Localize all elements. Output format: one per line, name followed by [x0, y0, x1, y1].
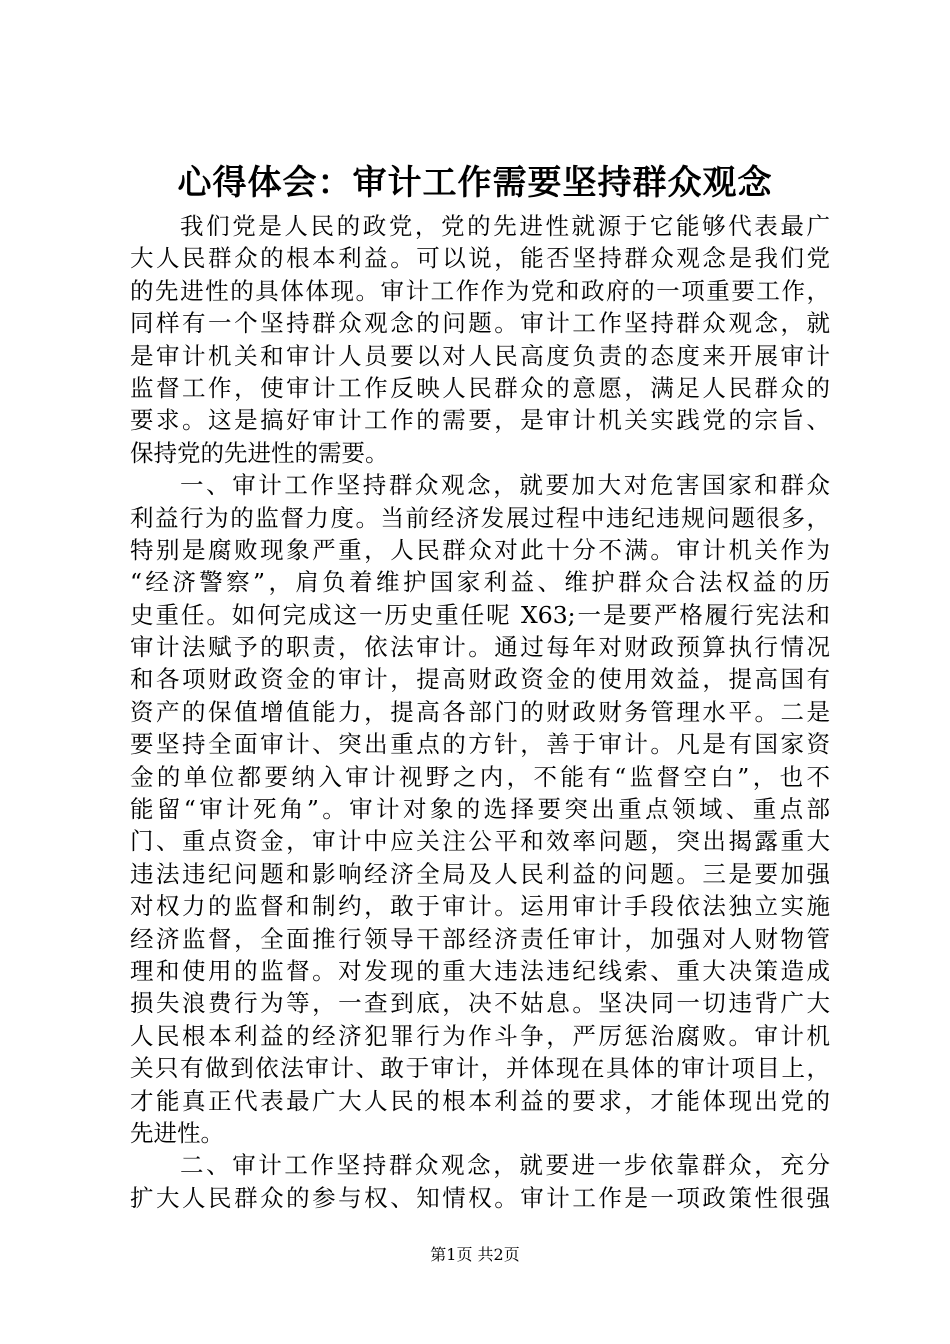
body-line: 的先进性的具体体现。审计工作作为党和政府的一项重要工作，: [130, 276, 830, 305]
body-line: 我们党是人民的政党，党的先进性就源于它能够代表最广: [180, 212, 830, 240]
body-line: 关只有做到依法审计、敢于审计，并体现在具体的审计项目上，: [130, 1054, 830, 1083]
body-line: 一、审计工作坚持群众观念，就要加大对危害国家和群众: [180, 471, 830, 500]
body-line: 监督工作，使审计工作反映人民群众的意愿，满足人民群众的: [130, 373, 830, 402]
body-line: 要坚持全面审计、突出重点的方针，善于审计。凡是有国家资: [130, 730, 830, 759]
body-line: 损失浪费行为等，一查到底，决不姑息。坚决同一切违背广大: [130, 989, 830, 1018]
document-title: 心得体会：审计工作需要坚持群众观念: [177, 163, 773, 203]
body-line: 能留“审计死角”。审计对象的选择要突出重点领域、重点部: [130, 795, 830, 824]
document-body: [130, 210, 830, 1214]
body-line: “经济警察”，肩负着维护国家利益、维护群众合法权益的历: [130, 568, 830, 597]
body-line: 大人民群众的根本利益。可以说，能否坚持群众观念是我们党: [130, 244, 830, 273]
body-line: 要求。这是搞好审计工作的需要，是审计机关实践党的宗旨、: [130, 406, 830, 435]
body-line: 经济监督，全面推行领导干部经济责任审计，加强对人财物管: [130, 924, 830, 953]
body-line: 门、重点资金，审计中应关注公平和效率问题，突出揭露重大: [130, 827, 830, 856]
body-line: 是审计机关和审计人员要以对人民高度负责的态度来开展审计: [130, 341, 830, 370]
body-line: 利益行为的监督力度。当前经济发展过程中违纪违规问题很多，: [130, 503, 830, 532]
body-line: 资产的保值增值能力，提高各部门的财政财务管理水平。二是: [130, 697, 830, 726]
body-line: 特别是腐败现象严重，人民群众对此十分不满。审计机关作为: [130, 535, 830, 564]
body-line: 二、审计工作坚持群众观念，就要进一步依靠群众，充分: [180, 1151, 830, 1180]
body-line: 先进性。: [130, 1118, 224, 1147]
body-line: 人民根本利益的经济犯罪行为作斗争，严厉惩治腐败。审计机: [130, 1021, 830, 1050]
body-line: 史重任。如何完成这一历史重任呢 X63;一是要严格履行宪法和: [130, 600, 830, 629]
body-line: 才能真正代表最广大人民的根本利益的要求，才能体现出党的: [130, 1086, 830, 1115]
body-line: 违法违纪问题和影响经济全局及人民利益的问题。三是要加强: [130, 859, 830, 888]
body-line: 扩大人民群众的参与权、知情权。审计工作是一项政策性很强: [130, 1183, 830, 1212]
body-line: 理和使用的监督。对发现的重大违法违纪线索、重大决策造成: [130, 956, 830, 985]
body-line: 对权力的监督和制约，敢于审计。运用审计手段依法独立实施: [130, 892, 830, 921]
body-line: 金的单位都要纳入审计视野之内，不能有“监督空白”，也不: [130, 762, 830, 791]
body-line: 同样有一个坚持群众观念的问题。审计工作坚持群众观念，就: [130, 309, 830, 338]
body-line: 审计法赋予的职责，依法审计。通过每年对财政预算执行情况: [130, 633, 830, 662]
page-number-footer: 第1页 共2页: [430, 1245, 520, 1264]
body-line: 保持党的先进性的需要。: [130, 438, 389, 467]
body-line: 和各项财政资金的审计，提高财政资金的使用效益，提高国有: [130, 665, 830, 694]
